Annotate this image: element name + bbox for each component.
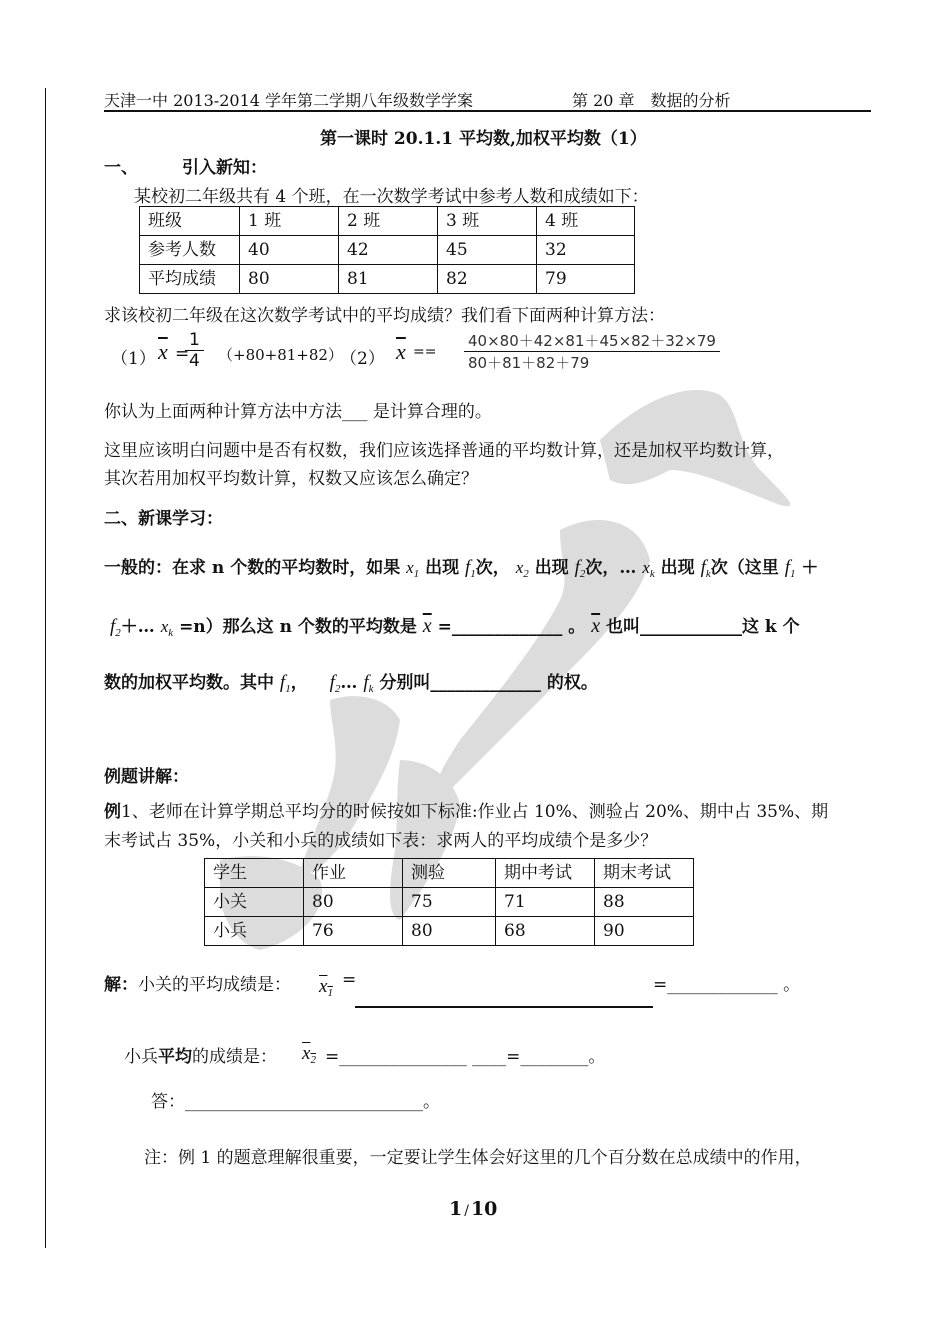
table-cell: 32 [537,236,635,265]
page-total: 10 [470,1198,498,1220]
table-cell: 79 [537,265,635,294]
table-cell: 3 班 [438,207,537,236]
page-title: 第一课时 20.1.1 平均数,加权平均数（1） [320,129,647,149]
example1-line2: 末考试占 35%，小关和小兵的成绩如下表：求两人的平均成绩个是多少？ [104,831,658,851]
explain-line2: 其次若用加权平均数计算，权数又应该怎么确定？ [104,469,478,489]
fraction-denominator: 4 [189,351,200,371]
table-cell: 期中考试 [496,859,595,888]
general-text: ＋ [801,558,819,578]
intro-text: 某校初二年级共有 4 个班，在一次数学考试中参考人数和成绩如下： [134,187,649,207]
var-x-bar: $\overline{x}$ [591,615,601,637]
explain-line1: 这里应该明白问题中是否有权数，我们应该选择普通的平均数计算，还是加权平均数计算， [104,441,784,461]
var-f: $f_1$ [279,672,291,695]
solution-bing [124,1042,277,1067]
example-label: 例 [104,802,121,822]
method1-fraction [185,330,204,371]
solution-eq2: =_____________ 。 [653,975,801,995]
method2-eq: == [413,344,437,360]
section1-label: 一、 [104,158,138,178]
section2-title: 二、新课学习： [104,509,223,529]
table-cell: 1 班 [240,207,339,236]
general-text: 出现 [425,558,460,578]
table-cell: 2 班 [339,207,438,236]
section1-title: 引入新知： [182,158,267,178]
var-f: $f_k$ [363,672,374,695]
var-f: $f_k$ [700,557,711,580]
general-text: 出现 [534,558,569,578]
general-text: ， [290,673,308,693]
method1-label: （1） [111,349,156,369]
solution-fraction-line [355,1006,653,1008]
table-cell: 测验 [403,859,496,888]
method2-fraction [464,330,720,373]
table-row [205,888,694,917]
example-heading: 例题讲解： [104,767,189,787]
table-cell: 期末考试 [595,859,694,888]
general-text: 次（这里 [710,558,779,578]
table-cell: 小关 [205,888,304,917]
question-text: 求该校初二年级在这次数学考试中的平均成绩？我们看下面两种计算方法： [104,306,665,326]
general-text: =_____________ 。 [437,617,586,637]
solution-label: 解： [104,975,138,995]
var-x1-bar: $x_1$ [319,976,333,999]
table-cell: 40 [240,236,339,265]
table-cell: 75 [403,888,496,917]
general-text: =n）那么这 n 个数的平均数是 [179,617,417,637]
var-x: $x_1$ [406,558,420,580]
general-line2 [110,612,800,639]
table-cell: 4 班 [537,207,635,236]
method2-label: （2） [340,349,385,369]
page-sep: / [464,1203,469,1219]
method1-var: $\overline{x}$ [158,339,168,364]
table-cell: 参考人数 [140,236,240,265]
general-text: 次，… [585,558,637,578]
table-cell: 作业 [304,859,403,888]
var-f: $f_1$ [465,557,476,580]
var-f: $f_2$ [110,616,121,639]
fraction-numerator: 1 [185,330,204,351]
method1-rest: （+80+81+82） [218,346,343,364]
table-cell: 80 [304,888,403,917]
method1-eq: = [175,344,190,364]
class-score-table [139,206,635,294]
solution-eq1: = [342,970,357,990]
general-line1 [104,553,818,580]
page-current: 1 [449,1198,463,1220]
header-right: 第 20 章 数据的分析 [572,91,731,110]
table-cell: 71 [496,888,595,917]
general-text: … [340,673,358,693]
example-text: 1、老师在计算学期总平均分的时候按如下标准:作业占 10%、测验占 20%、期中占 35%、期 [121,802,829,822]
example1-line1 [104,797,828,822]
general-line3 [104,668,598,695]
ask-text: 你认为上面两种计算方法中方法___ 是计算合理的。 [104,402,492,422]
table-cell: 学生 [205,859,304,888]
var-x: $x_k$ [160,617,174,639]
header-left: 天津一中 2013-2014 学年第二学期八年级数学学案 [104,91,474,110]
var-x-bar: $\overline{x}$ [422,615,432,637]
table-row [205,917,694,946]
table-cell: 平均成绩 [140,265,240,294]
solution-text: 平均 [158,1047,192,1067]
general-text: 分别叫_____________ 的权。 [379,673,598,693]
var-f: $f_2$ [329,672,341,695]
note-text: 注：例 1 的题意理解很重要，一定要让学生体会好这里的几个百分数在总成绩中的作用， [144,1148,812,1168]
student-score-table [204,858,694,946]
table-cell: 45 [438,236,537,265]
table-cell: 81 [339,265,438,294]
var-f: $f_1$ [784,557,796,580]
general-text: 次， [475,558,510,578]
table-cell: 80 [403,917,496,946]
table-cell: 80 [240,265,339,294]
general-text: 也叫____________这 k 个 [606,617,800,637]
table-cell: 90 [595,917,694,946]
solution-bing-eq: =_______________ ____=________。 [325,1047,606,1067]
table-cell: 小兵 [205,917,304,946]
general-text: 一般的：在求 n 个数的平均数时，如果 [104,558,401,578]
var-x: $x_k$ [642,558,655,580]
table-cell: 68 [496,917,595,946]
var-x: $x_2$ [515,558,529,580]
var-f: $f_2$ [574,557,586,580]
fraction-denominator: 80＋81＋82＋79 [468,354,590,372]
solution-text: 的成绩是： [192,1047,277,1067]
var-x2-bar: $x_2$ [302,1043,316,1066]
answer-line: 答：____________________________。 [151,1092,440,1112]
method2-var: $\overline{x}$ [396,339,406,364]
page-number [449,1198,497,1220]
general-text: ＋… [120,617,155,637]
solution-text: 小兵 [124,1047,158,1067]
solution-text: 小关的平均成绩是： [138,975,291,995]
solution-guan [104,970,291,995]
header-rule [104,110,871,112]
table-cell: 82 [438,265,537,294]
table-row [140,207,635,236]
fraction-numerator: 40×80＋42×81＋45×82＋32×79 [464,330,720,352]
table-row [205,859,694,888]
general-text: 出现 [660,558,695,578]
table-cell: 88 [595,888,694,917]
table-cell: 42 [339,236,438,265]
table-cell: 班级 [140,207,240,236]
margin-line [45,88,46,1248]
table-cell: 76 [304,917,403,946]
general-text: 数的加权平均数。其中 [104,673,274,693]
table-row [140,265,635,294]
table-row [140,236,635,265]
